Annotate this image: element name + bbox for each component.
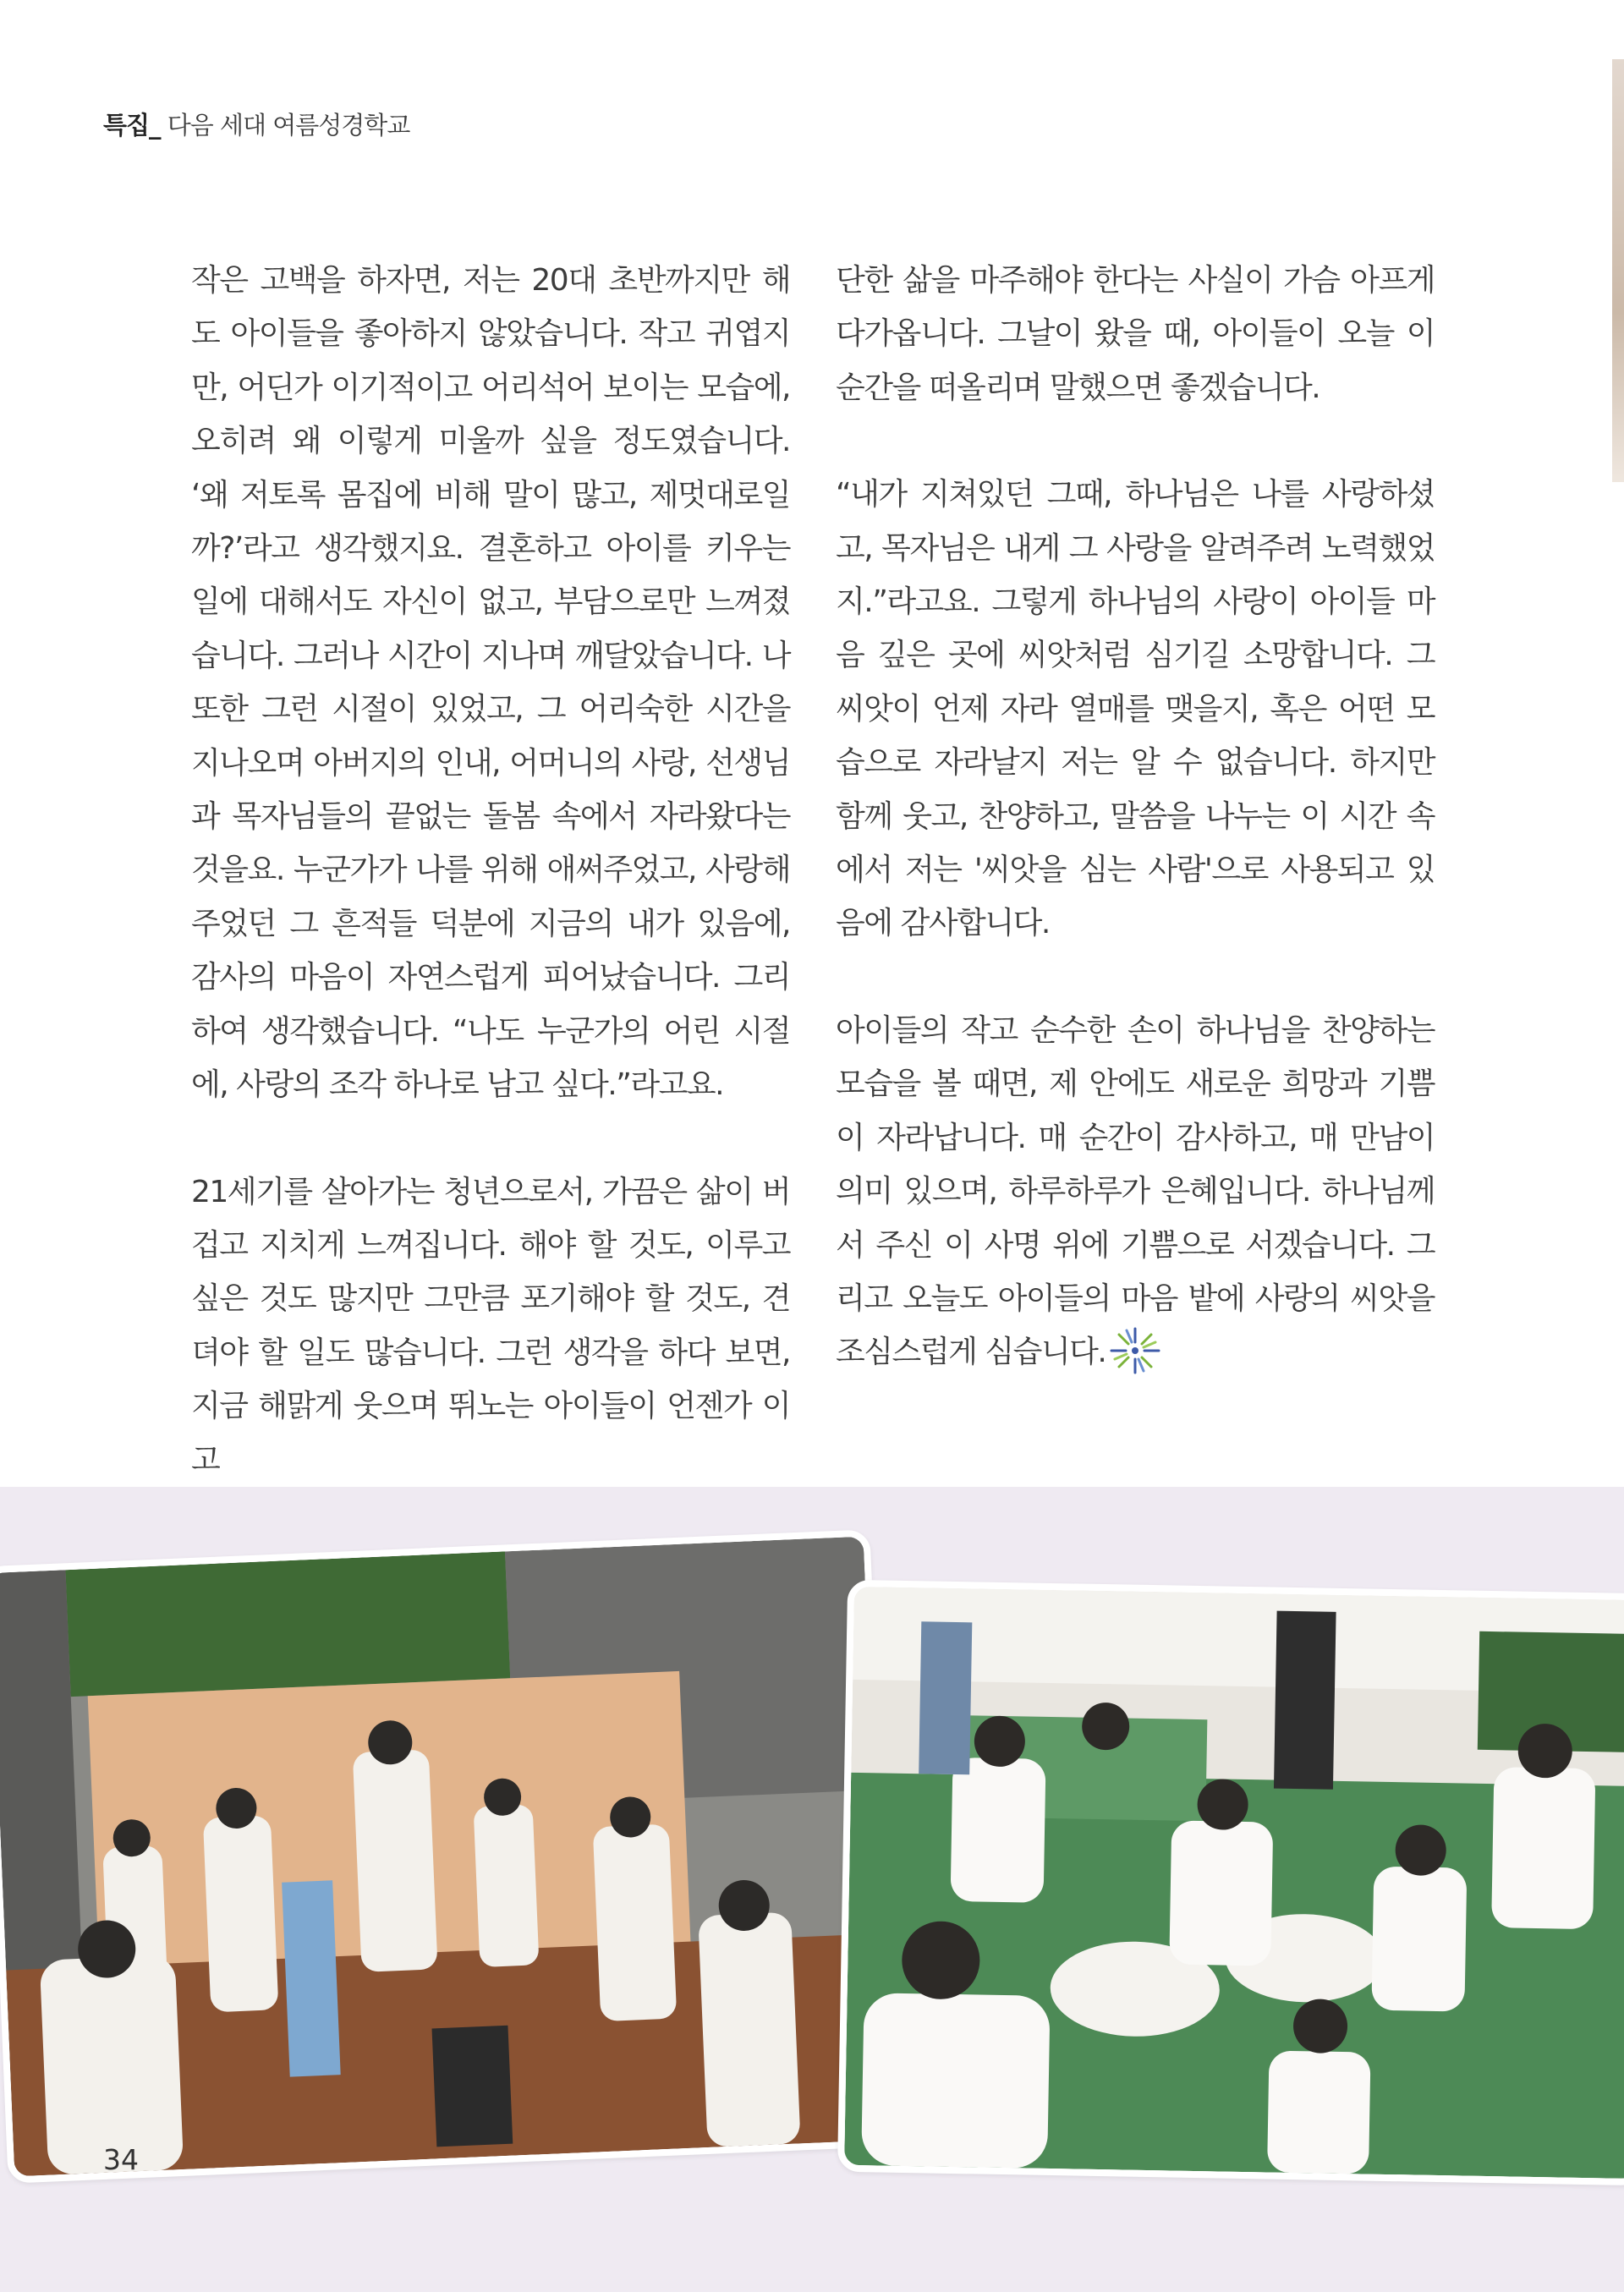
right-paragraph-1: 단한 삶을 마주해야 한다는 사실이 가슴 아프게 다가옵니다. 그날이 왔을 때, 아이들이 오늘 이 순간을 떠올리며 말했으면 좋겠습니다.	[836, 263, 1435, 405]
left-paragraph-2: 21세기를 살아가는 청년으로서, 가끔은 삶이 버겁고 지치게 느껴집니다. 해야 할 것도, 이루고 싶은 것도 많지만 그만큼 포기해야 할 것도, 견뎌야 할 일도 많습니다. 그런 생각을 하다 보면, 지금 해맑게 웃으며 뛰노는 아이들이 언젠가 이 고	[191, 1174, 790, 1478]
header-section-label: 특집_	[103, 111, 161, 140]
header-title: 다음 세대 여름성경학교	[167, 111, 410, 140]
right-paragraph-2: “내가 지쳐있던 그때, 하나님은 나를 사랑하셨고, 목자님은 내게 그 사랑을 알려주려 노력했었지.”라고요. 그렇게 하나님의 사랑이 아이들 마음 깊은 곳에 씨앗처럼 심기길 소망합니다. 그 씨앗이 언제 자라 열매를 맺을지, 혹은 어떤 모습으로 자라날지 저는 알 수 없습니다. 하지만 함께 웃고, 찬양하고, 말씀을 나누는 이 시간 속에서 저는 '씨앗을 심는 사람'으로 사용되고 있음에 감사합니다.	[836, 477, 1435, 941]
adjacent-page-edge	[1612, 59, 1624, 482]
drum-activity-photo	[837, 1580, 1624, 2186]
right-paragraph-3	[836, 1004, 1435, 1379]
left-text-column	[191, 254, 790, 1487]
right-paragraph-3-text: 아이들의 작고 순수한 손이 하나님을 찬양하는 모습을 볼 때면, 제 안에도 새로운 희망과 기쁨이 자라납니다. 매 순간이 감사하고, 매 만남이 의미 있으며, 하루하루가 은혜입니다. 하나님께서 주신 이 사명 위에 기쁨으로 서겠습니다. 그리고 오늘도 아이들의 마음 밭에 사랑의 씨앗을 조심스럽게 심습니다.	[836, 1012, 1435, 1370]
stage-worship-photo	[0, 1529, 896, 2183]
page-number: 34	[103, 2143, 139, 2176]
left-paragraph-1: 작은 고백을 하자면, 저는 20대 초반까지만 해도 아이들을 좋아하지 않았습니다. 작고 귀엽지만, 어딘가 이기적이고 어리석어 보이는 모습에, 오히려 왜 이렇게 미울까 싶을 정도였습니다. ‘왜 저토록 몸집에 비해 말이 많고, 제멋대로일까?’라고 생각했지요. 결혼하고 아이를 키우는 일에 대해서도 자신이 없고, 부담으로만 느껴졌습니다. 그러나 시간이 지나며 깨달았습니다. 나 또한 그런 시절이 있었고, 그 어리숙한 시간을 지나오며 아버지의 인내, 어머니의 사랑, 선생님과 목자님들의 끝없는 돌봄 속에서 자라왔다는 것을요. 누군가가 나를 위해 애써주었고, 사랑해 주었던 그 흔적들 덕분에 지금의 내가 있음에, 감사의 마음이 자연스럽게 피어났습니다. 그리하여 생각했습니다. “나도 누군가의 어린 시절에, 사랑의 조각 하나로 남고 싶다.”라고요.	[191, 263, 790, 1103]
running-header	[103, 107, 409, 141]
starburst-end-mark-icon	[1109, 1326, 1161, 1375]
right-text-column	[836, 254, 1435, 1379]
